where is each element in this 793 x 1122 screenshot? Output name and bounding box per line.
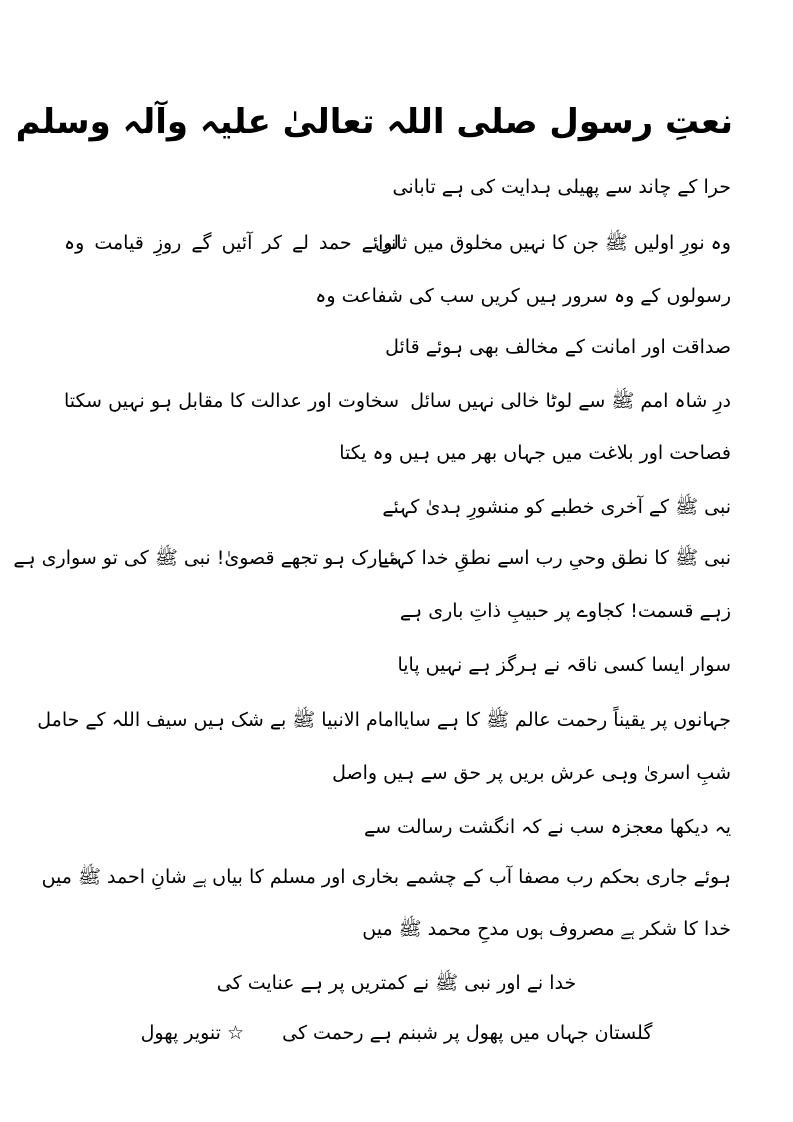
stanza-4-line-2: جہانوں پر یقیناً رحمت عالم ﷺ کا ہے سایا (398, 709, 731, 731)
stanza-3-line-1: نبی ﷺ کے آخری خطبے کو منشورِ ہدیٰ کہئے (382, 496, 731, 518)
page-title: نعتِ رسول صلی اللہ تعالیٰ علیہ وآلہ وسلم (15, 102, 733, 142)
stanza-4-line-4: شبِ اسریٰ وہی عرش بریں پر حق سے ہیں واصل (332, 762, 731, 784)
stanza-2-line-3: سخاوت اور عدالت کا مقابل ہو نہیں سکتا (64, 390, 399, 412)
stanza-4-line-3: امام الانبیا ﷺ بے شک ہیں سیف اللہ کے حامل (37, 709, 399, 731)
stanza-5-line-4: خدا کا شکر ہے مصروف ہوں مدحِ محمد ﷺ میں (362, 918, 731, 940)
stanza-3-line-3: مبارک ہو تجھے قصویٰ! نبی ﷺ کی تو سواری ہے (13, 547, 399, 569)
author-signature: ☆ تنویر پھول (140, 1022, 245, 1044)
stanza-5-line-1: یہ دیکھا معجزہ سب نے کہ انگشت رسالت سے (364, 816, 731, 838)
stanza-2-line-4: فصاحت اور بلاغت میں جہاں بھر میں ہیں وہ یکتا (339, 442, 731, 464)
stanza-1-line-2: وہ نورِ اولیں ﷺ جن کا نہیں مخلوق میں ثانی (375, 232, 731, 254)
title-row (15, 92, 733, 152)
closing-line-2 (60, 1016, 733, 1050)
closing-line-2-text: گلستان جہاں میں پھول پر شبنم ہے رحمت کی (282, 1022, 653, 1044)
closing-line-1: خدا نے اور نبی ﷺ نے کمتریں پر ہے عنایت کی (216, 972, 577, 994)
stanza-3-line-2: نبی ﷺ کا نطق وحیِ رب اسے نطقِ خدا کہئے (378, 547, 731, 569)
stanza-4-line-1: سوار ایسا کسی ناقہ نے ہرگز ہے نہیں پایا (397, 654, 731, 676)
stanza-3-line-4: زہے قسمت! کجاوے پر حبیبِ ذاتِ باری ہے (399, 600, 731, 622)
stanza-1-line-3: لوائے حمد لے کر آئیں گے روزِ قیامت وہ (64, 232, 399, 254)
stanza-5-line-3: بخاری اور مسلم کا بیاں ہے شانِ احمد ﷺ میں (41, 866, 399, 888)
stanza-2-line-1: صداقت اور امانت کے مخالف بھی ہوئے قائل (385, 336, 731, 358)
stanza-5-line-2: ہوئے جاری بحکم رب مصفا آب کے چشمے (405, 866, 731, 888)
stanza-1-line-1: حرا کے چاند سے پھیلی ہدایت کی ہے تابانی (392, 176, 731, 198)
stanza-2-line-2: درِ شاہ امم ﷺ سے لوٹا خالی نہیں سائل (410, 390, 731, 412)
stanza-1-line-4: رسولوں کے وہ سرور ہیں کریں سب کی شفاعت وہ (315, 285, 731, 307)
